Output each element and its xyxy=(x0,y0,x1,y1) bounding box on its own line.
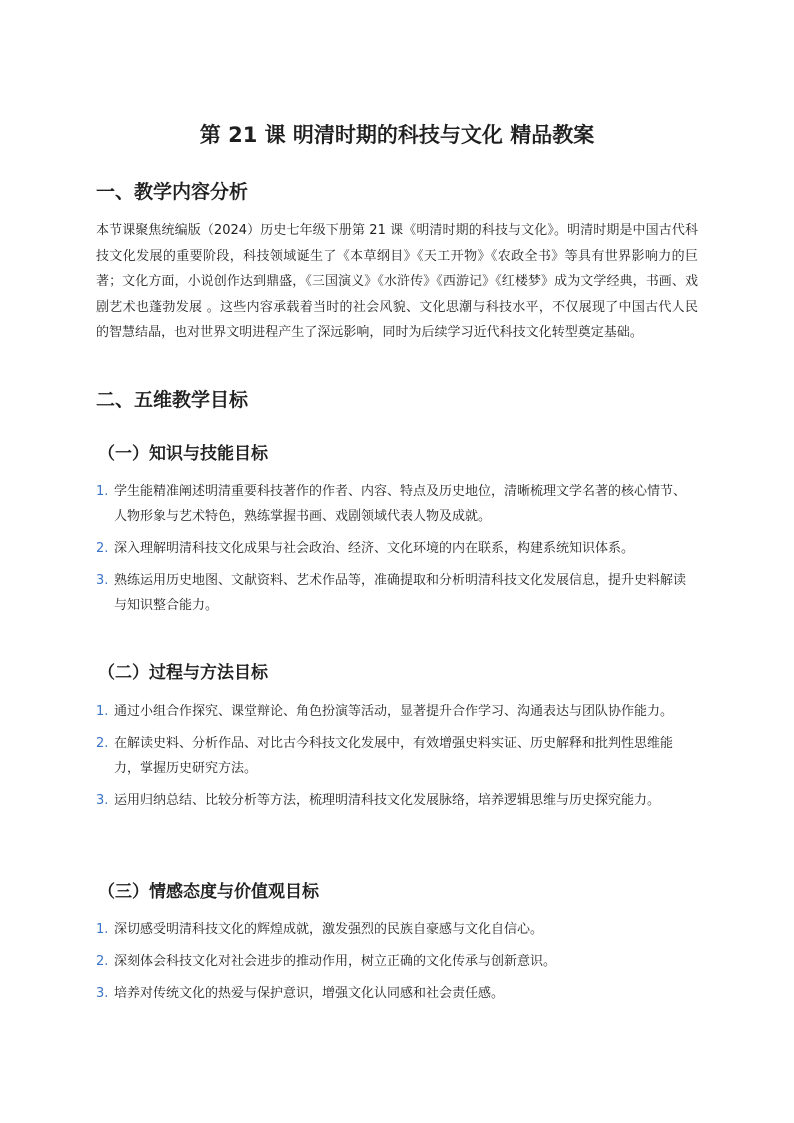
list-item-text: 深入理解明清科技文化成果与社会政治、经济、文化环境的内在联系，构建系统知识体系。 xyxy=(114,541,635,556)
list-number: 2. xyxy=(96,541,109,556)
subsection-heading-knowledge-skills: （一）知识与技能目标 xyxy=(98,444,268,464)
list-item xyxy=(96,699,698,724)
list-item-text: 培养对传统文化的热爱与保护意识，增强文化认同感和社会责任感。 xyxy=(114,986,505,1001)
knowledge-skills-list xyxy=(96,479,698,625)
list-number: 3. xyxy=(96,573,109,588)
list-item-text: 通过小组合作探究、课堂辩论、角色扮演等活动，显著提升合作学习、沟通表达与团队协作能力。 xyxy=(114,704,674,719)
content-analysis-paragraph: 本节课聚焦统编版（2024）历史七年级下册第 21 课《明清时期的科技与文化》。明清时期是中国古代科技文化发展的重要阶段，科技领域诞生了《本草纲目》《天工开物》《农政全书》等具有世界影响力的巨著；文化方面，小说创作达到鼎盛，《三国演义》《水浒传》《西游记》《红楼梦》成为文学经典，书画、戏剧艺术也蓬勃发展 。这些内容承载着当时的社会风貌、文化思潮与科技水平，不仅展现了中国古代人民的智慧结晶，也对世界文明进程产生了深远影响，同时为后续学习近代科技文化转型奠定基础。 xyxy=(96,223,698,340)
list-item-text: 运用归纳总结、比较分析等方法，梳理明清科技文化发展脉络，培养逻辑思维与历史探究能力。 xyxy=(114,793,661,808)
list-number: 2. xyxy=(96,954,109,969)
list-item xyxy=(96,568,698,618)
list-item xyxy=(96,917,698,942)
list-item-text: 在解读史料、分析作品、对比古今科技文化发展中，有效增强史料实证、历史解释和批判性思维能力，掌握历史研究方法。 xyxy=(114,736,674,776)
list-number: 3. xyxy=(96,793,109,808)
list-item xyxy=(96,981,698,1006)
list-item-text: 熟练运用历史地图、文献资料、艺术作品等，准确提取和分析明清科技文化发展信息，提升史料解读与知识整合能力。 xyxy=(114,573,687,613)
list-item xyxy=(96,536,698,561)
emotion-values-list xyxy=(96,917,698,1013)
list-item xyxy=(96,788,698,813)
list-item-text: 学生能精准阐述明清重要科技著作的作者、内容、特点及历史地位，清晰梳理文学名著的核心情节、人物形象与艺术特色，熟练掌握书画、戏剧领域代表人物及成就。 xyxy=(114,484,687,524)
section-heading-teaching-goals: 二、五维教学目标 xyxy=(96,389,249,411)
subsection-heading-process-methods: （二）过程与方法目标 xyxy=(98,663,268,683)
process-methods-list xyxy=(96,699,698,820)
list-number: 1. xyxy=(96,704,109,719)
list-item xyxy=(96,479,698,529)
list-number: 1. xyxy=(96,922,109,937)
list-item-text: 深切感受明清科技文化的辉煌成就，激发强烈的民族自豪感与文化自信心。 xyxy=(114,922,544,937)
list-number: 2. xyxy=(96,736,109,751)
list-number: 3. xyxy=(96,986,109,1001)
subsection-heading-emotion-values: （三）情感态度与价值观目标 xyxy=(98,882,319,902)
section-heading-content-analysis: 一、教学内容分析 xyxy=(96,181,249,203)
list-item-text: 深刻体会科技文化对社会进步的推动作用，树立正确的文化传承与创新意识。 xyxy=(114,954,557,969)
list-item xyxy=(96,949,698,974)
page-title: 第 21 课 明清时期的科技与文化 精品教案 xyxy=(199,123,595,147)
list-item xyxy=(96,731,698,781)
list-number: 1. xyxy=(96,484,109,499)
